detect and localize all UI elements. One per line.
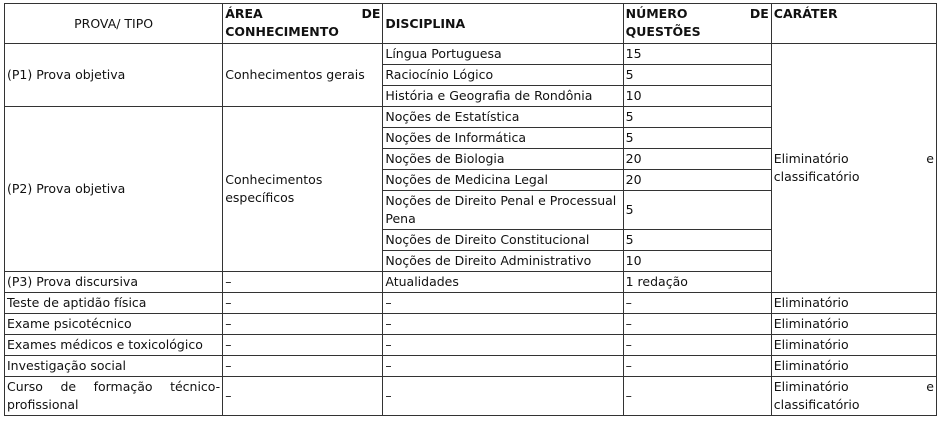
other-disciplina: – <box>383 335 623 356</box>
curso-questoes: – <box>623 377 771 416</box>
header-row <box>5 4 937 44</box>
table-row <box>5 44 937 65</box>
p2-prova: (P2) Prova objetiva <box>5 107 223 272</box>
header-numero-line-2: QUESTÕES <box>625 24 701 39</box>
p2-questoes: 20 <box>623 149 771 170</box>
p2-questoes: 20 <box>623 170 771 191</box>
p1-prova: (P1) Prova objetiva <box>5 44 223 107</box>
p2-disciplina: Noções de Biologia <box>383 149 623 170</box>
p3-questoes: 1 redação <box>623 272 771 293</box>
curso-carater-word-2: e <box>926 379 934 394</box>
curso-carater-word-1: Eliminatório <box>773 379 849 394</box>
exam-structure-table <box>4 3 937 416</box>
p1-questoes: 5 <box>623 65 771 86</box>
p1-questoes: 15 <box>623 44 771 65</box>
p2-questoes: 5 <box>623 191 771 230</box>
other-carater: Eliminatório <box>771 293 936 314</box>
curso-prova-word: de <box>60 379 77 394</box>
p2-area-line-1: Conhecimentos <box>225 172 323 187</box>
curso-prova <box>5 377 223 416</box>
header-area-word-1: ÁREA <box>225 6 263 21</box>
p1-disciplina: Raciocínio Lógico <box>383 65 623 86</box>
other-area: – <box>223 335 383 356</box>
other-questoes: – <box>623 293 771 314</box>
other-questoes: – <box>623 335 771 356</box>
other-questoes: – <box>623 356 771 377</box>
header-prova-tipo: PROVA/ TIPO <box>5 4 223 44</box>
p3-prova: (P3) Prova discursiva <box>5 272 223 293</box>
other-area: – <box>223 314 383 335</box>
table-row <box>5 293 937 314</box>
other-prova: Exame psicotécnico <box>5 314 223 335</box>
table-row <box>5 356 937 377</box>
carater-merged-line-2: classificatório <box>773 169 860 184</box>
carater-merged-word-1: Eliminatório <box>773 151 849 166</box>
p2-area <box>223 107 383 272</box>
header-area-conhecimento <box>223 4 383 44</box>
header-numero-word-2: DE <box>749 6 769 21</box>
other-carater: Eliminatório <box>771 314 936 335</box>
p2-disciplina: Noções de Informática <box>383 128 623 149</box>
p2-disciplina: Noções de Medicina Legal <box>383 170 623 191</box>
other-disciplina: – <box>383 314 623 335</box>
other-prova: Exames médicos e toxicológico <box>5 335 223 356</box>
other-area: – <box>223 356 383 377</box>
p2-disciplina: Noções de Estatística <box>383 107 623 128</box>
header-disciplina: DISCIPLINA <box>383 4 623 44</box>
p3-area: – <box>223 272 383 293</box>
p2-questoes: 5 <box>623 230 771 251</box>
curso-carater-line-2: classificatório <box>773 397 860 412</box>
p1-area: Conhecimentos gerais <box>223 44 383 107</box>
carater-merged-cell <box>771 44 936 293</box>
p2-questoes: 5 <box>623 128 771 149</box>
other-area: – <box>223 293 383 314</box>
table-row <box>5 377 937 416</box>
header-area-word-2: DE <box>361 6 381 21</box>
p2-questoes: 5 <box>623 107 771 128</box>
curso-carater <box>771 377 936 416</box>
curso-area: – <box>223 377 383 416</box>
p1-disciplina: Língua Portuguesa <box>383 44 623 65</box>
table-row <box>5 335 937 356</box>
p2-disciplina: Noções de Direito Constitucional <box>383 230 623 251</box>
header-carater: CARÁTER <box>771 4 936 44</box>
curso-disciplina: – <box>383 377 623 416</box>
other-disciplina: – <box>383 356 623 377</box>
p1-questoes: 10 <box>623 86 771 107</box>
curso-prova-line-2: profissional <box>7 397 79 412</box>
p2-area-line-2: específicos <box>225 190 295 205</box>
other-prova: Investigação social <box>5 356 223 377</box>
p2-questoes: 10 <box>623 251 771 272</box>
curso-prova-word: formação <box>93 379 153 394</box>
other-questoes: – <box>623 314 771 335</box>
other-disciplina: – <box>383 293 623 314</box>
table-row <box>5 314 937 335</box>
other-carater: Eliminatório <box>771 356 936 377</box>
carater-merged-word-2: e <box>926 151 934 166</box>
header-numero-word-1: NÚMERO <box>625 6 688 21</box>
p2-disciplina: Noções de Direito Penal e Processual Pena <box>383 191 623 230</box>
curso-prova-word: Curso <box>7 379 43 394</box>
other-prova: Teste de aptidão física <box>5 293 223 314</box>
curso-prova-word: técnico- <box>170 379 221 394</box>
p2-disciplina: Noções de Direito Administrativo <box>383 251 623 272</box>
p1-disciplina: História e Geografia de Rondônia <box>383 86 623 107</box>
header-area-line-2: CONHECIMENTO <box>225 24 339 39</box>
other-carater: Eliminatório <box>771 335 936 356</box>
header-numero-questoes <box>623 4 771 44</box>
p3-disciplina: Atualidades <box>383 272 623 293</box>
